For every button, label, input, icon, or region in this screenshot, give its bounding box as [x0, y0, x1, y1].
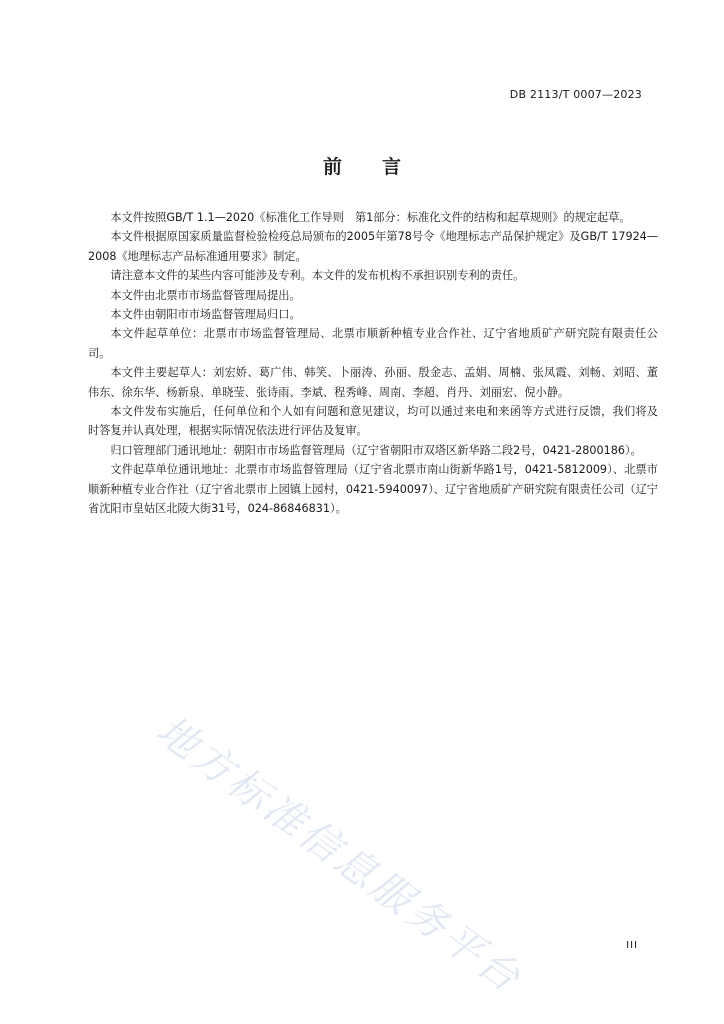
document-code: DB 2113/T 0007—2023 [509, 88, 642, 101]
paragraph-basis: 本文件根据原国家质量监督检验检疫总局颁布的2005年第78号令《地理标志产品保护规定》及GB/T 17924—2008《地理标志产品标准通用要求》制定。 [88, 230, 658, 263]
page-title: 前言 [322, 156, 441, 178]
paragraph-feedback: 本文件发布实施后，任何单位和个人如有问题和意见建议，均可以通过来电和来函等方式进行反馈，我们将及时答复并认真处理，根据实际情况依法进行评估及复审。 [88, 405, 658, 438]
paragraph-management-address: 归口管理部门通讯地址：朝阳市市场监督管理局（辽宁省朝阳市双塔区新华路二段2号，0421-2800186）。 [110, 443, 642, 457]
paragraph-proposer: 本文件由北票市市场监督管理局提出。 [110, 288, 301, 302]
paragraph-centralized-management: 本文件由朝阳市市场监督管理局归口。 [110, 308, 301, 322]
paragraph-patent-notice: 请注意本文件的某些内容可能涉及专利。本文件的发布机构不承担识别专利的责任。 [110, 269, 525, 283]
watermark: 地方标准信息服务平台 [147, 707, 531, 1004]
paragraph-drafting-unit-addresses: 文件起草单位通讯地址：北票市市场监督管理局（辽宁省北票市南山街新华路1号，0421-5812009）、北票市顺新种植专业合作社（辽宁省北票市上园镇上园村，0421-5940097）、辽宁省地质矿产研究院有限责任公司（辽宁省沈阳市皇姑区北陵大街31号，024-86846831）。 [88, 463, 658, 516]
foreword-body [88, 208, 658, 519]
paragraph-drafting-units: 本文件起草单位：北票市市场监督管理局、北票市顺新种植专业合作社、辽宁省地质矿产研究院有限责任公司。 [88, 327, 658, 360]
paragraph-drafters: 本文件主要起草人：刘宏娇、葛广伟、韩笑、卜丽涛、孙丽、殷金志、孟娟、周楠、张凤霞、刘畅、刘昭、董伟东、徐东华、杨新泉、单晓莹、张诗雨、李斌、程秀峰、周南、李超、肖丹、刘丽宏、倪小静。 [88, 366, 658, 399]
page-number: III [626, 940, 638, 951]
paragraph-drafting-rules: 本文件按照GB/T 1.1—2020《标准化工作导则 第1部分：标准化文件的结构和起草规则》的规定起草。 [110, 211, 631, 224]
